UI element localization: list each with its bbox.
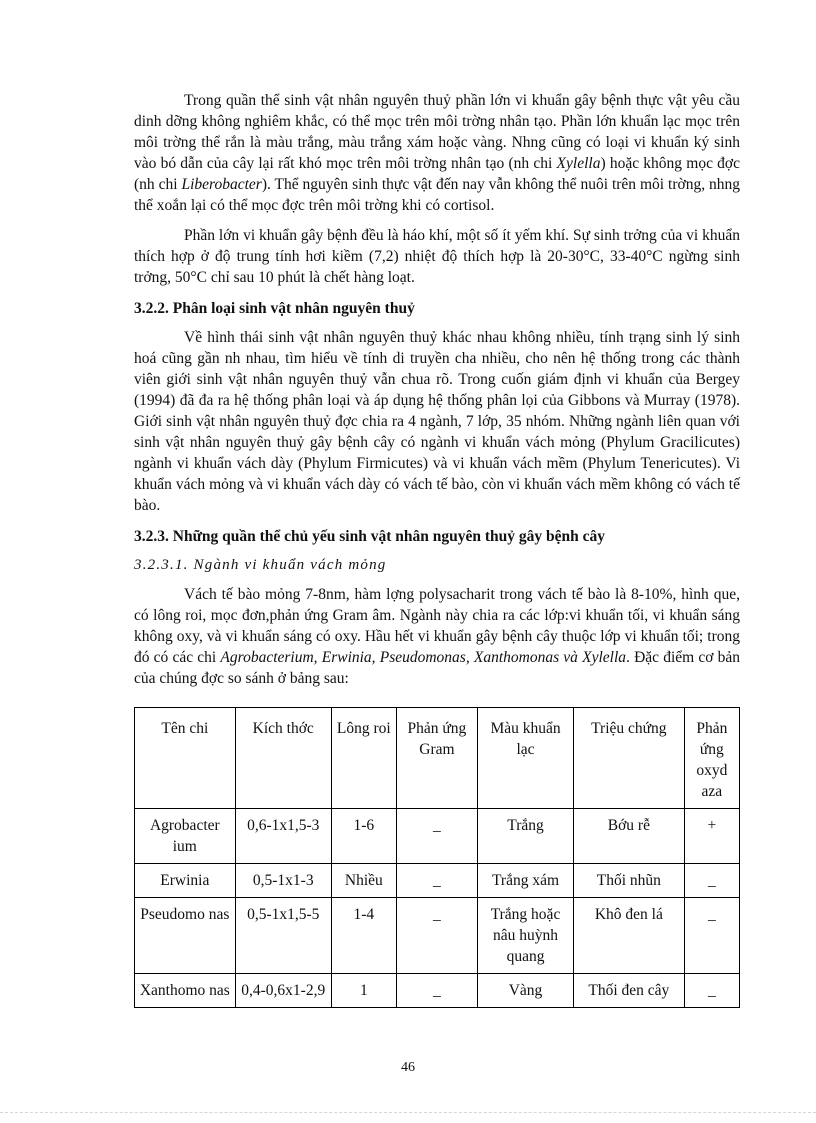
table-cell: 0,5-1x1,5-5 <box>235 898 331 974</box>
table-cell: Bớu rễ <box>574 809 685 864</box>
table-header-row <box>135 708 740 809</box>
table-cell: Agrobacter ium <box>135 809 236 864</box>
table-cell: _ <box>684 898 739 974</box>
table-cell: 0,6-1x1,5-3 <box>235 809 331 864</box>
heading-3-2-2: 3.2.2. Phân loại sinh vật nhân nguyên thuỷ <box>134 300 415 317</box>
table-cell: Trắng <box>478 809 574 864</box>
page-bottom-divider <box>0 1112 816 1113</box>
paragraph-4-text: Vách tế bào mỏng 7-8nm, hàm lợng polysacharit trong vách tế bào là 8-10%, hình que, có lông roi, mọc đơn,phản ứng Gram âm. Ngành này chia ra các lớp:vi khuẩn tối, vi khuẩn sáng không oxy, và vi khuẩn sáng có oxy. Hầu hết vi khuẩn gây bệnh cây thuộc lớp vi khuẩn tối; trong đó có các chi <box>134 586 740 666</box>
table-row <box>135 809 740 864</box>
page-content <box>134 90 740 1008</box>
genus-list: Agrobacterium, Erwinia, Pseudomonas, Xanthomonas và Xylella <box>220 649 627 666</box>
table-cell: _ <box>684 864 739 898</box>
table-cell: Xanthomo nas <box>135 974 236 1008</box>
table-cell: Khô đen lá <box>574 898 685 974</box>
genus-xylella: Xylella <box>556 155 601 172</box>
table-row <box>135 974 740 1008</box>
paragraph-4-end: . Đặc điểm cơ bản của chúng đợc so sánh ở bảng sau: <box>134 649 740 687</box>
table-cell: Vàng <box>478 974 574 1008</box>
table-cell: 1 <box>331 974 396 1008</box>
table-cell: _ <box>396 864 477 898</box>
table-cell: Nhiều <box>331 864 396 898</box>
header-cell: Kích thớc <box>235 708 331 809</box>
paragraph-4 <box>134 584 740 689</box>
page-number: 46 <box>401 1060 415 1075</box>
header-cell: Lông roi <box>331 708 396 809</box>
table-cell: 0,5-1x1-3 <box>235 864 331 898</box>
header-cell: Màu khuẩn lạc <box>478 708 574 809</box>
table-cell: Trắng xám <box>478 864 574 898</box>
paragraph-1-end: ). Thể nguyên sinh thực vật đến nay vẫn không thể nuôi trên môi trờng, nhng thể xoắn lại có thể mọc đợc trên môi trờng khi có cortisol. <box>134 176 740 214</box>
table-cell: _ <box>396 974 477 1008</box>
table-cell: 1-4 <box>331 898 396 974</box>
header-cell: Phản ứng Gram <box>396 708 477 809</box>
heading-3-2-3: 3.2.3. Những quần thể chủ yếu sinh vật nhân nguyên thuỷ gây bệnh cây <box>134 528 605 545</box>
table-cell: _ <box>396 898 477 974</box>
paragraph-1-mid: ) hoặc không mọc đợc (nh chi <box>134 155 740 193</box>
paragraph-1-text: Trong quần thể sinh vật nhân nguyên thuỷ phần lớn vi khuẩn gây bệnh thực vật yêu cầu dinh dỡng không nghiêm khắc, có thể mọc trên môi trờng nhân tạo. Phần lớn khuẩn lạc mọc trên môi trờng thể rắn là màu trắng, màu trắng xám hoặc vàng. Nhng cũng có loại vi khuẩn ký sinh vào bó dẫn của cây lại rất khó mọc trên môi trờng nhân tạo (nh chi <box>134 92 740 172</box>
table-cell: _ <box>684 974 739 1008</box>
paragraph-1 <box>134 90 740 216</box>
header-cell: Phản ứng oxyd aza <box>684 708 739 809</box>
table-cell: Thối đen cây <box>574 974 685 1008</box>
table-cell: Erwinia <box>135 864 236 898</box>
table-row <box>135 864 740 898</box>
table-cell: 1-6 <box>331 809 396 864</box>
table-cell: Trắng hoặc nâu huỳnh quang <box>478 898 574 974</box>
paragraph-2: Phần lớn vi khuẩn gây bệnh đều là háo khí, một số ít yếm khí. Sự sinh trởng của vi khuẩn thích hợp ở độ trung tính hơi kiềm (7,2) nhiệt độ thích hợp là 20-30°C, 33-40°C ngừng sinh trởng, 50°C chỉ sau 10 phút là chết hàng loạt. <box>134 227 740 286</box>
heading-3-2-3-1: 3.2.3.1. Ngành vi khuẩn vách mỏng <box>134 557 387 573</box>
table-cell: Pseudomo nas <box>135 898 236 974</box>
table-cell: Thối nhũn <box>574 864 685 898</box>
table-cell: _ <box>396 809 477 864</box>
paragraph-3: Về hình thái sinh vật nhân nguyên thuỷ khác nhau không nhiều, tính trạng sinh lý sinh hoá cũng gần nh nhau, tìm hiểu về tính di truyền cha nhiều, cho nên hệ thống trong các thành viên giới sinh vật nhân nguyên thuỷ vẫn chua rõ. Trong cuốn giám định vi khuẩn của Bergey (1994) đã đa ra hệ thống phân loại và áp dụng hệ thống phân lọi của Gibbons và Murray (1978). Giới sinh vật nhân nguyên thuỷ đợc chia ra 4 ngành, 7 lớp, 35 nhóm. Những ngành liên quan với sinh vật nhân nguyên thuỷ gây bệnh cây có ngành vi khuẩn vách mỏng (Phylum Gracilicutes) ngành vi khuẩn vách dày (Phylum Firmicutes) và vi khuẩn vách mềm (Phylum Tenericutes). Vi khuẩn vách mỏng và vi khuẩn vách dày có vách tế bào, còn vi khuẩn vách mềm không có vách tế bào. <box>134 329 740 514</box>
header-cell: Tên chi <box>135 708 236 809</box>
header-cell: Triệu chứng <box>574 708 685 809</box>
bacteria-comparison-table <box>134 707 740 1008</box>
table-row <box>135 898 740 974</box>
table-cell: 0,4-0,6x1-2,9 <box>235 974 331 1008</box>
table-cell: + <box>684 809 739 864</box>
genus-liberobacter: Liberobacter <box>181 176 262 193</box>
